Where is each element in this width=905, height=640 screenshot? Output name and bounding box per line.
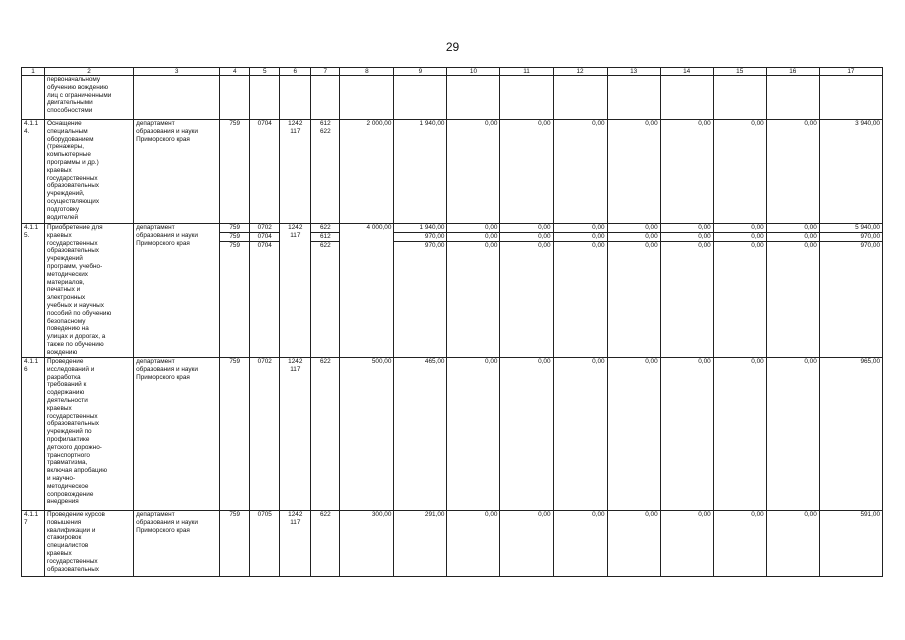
value-cell-c6 [280, 358, 311, 511]
value-cell-c5 [250, 120, 280, 224]
value-cell-c16 [766, 76, 819, 120]
cell-value: 0,00 [645, 358, 658, 365]
cell-value: 0,00 [538, 358, 551, 365]
row-dept-cell-text: департамент образования и науки Приморского края [136, 224, 198, 247]
row-name-cell [45, 511, 134, 577]
table-row [22, 511, 883, 577]
cell-value: 622 [319, 511, 331, 518]
cell-value: 0,00 [500, 233, 552, 242]
cell-value: 0,00 [804, 120, 817, 127]
cell-value: 622 [311, 224, 339, 233]
cell-value: 0,00 [804, 358, 817, 365]
header-cell: 7 [311, 68, 340, 76]
cell-value: 1242 117 [288, 511, 303, 526]
cell-value: 0,00 [592, 511, 605, 518]
header-cell: 9 [394, 68, 447, 76]
value-cell-c14 [660, 358, 713, 511]
cell-value: 970,00 [394, 233, 446, 242]
value-cell-c6 [280, 76, 311, 120]
cell-value: 0,00 [661, 224, 713, 233]
row-dept-cell [134, 358, 220, 511]
cell-value: 0,00 [538, 511, 551, 518]
value-cell-c13 [607, 358, 660, 511]
value-cell-c11 [500, 358, 553, 511]
cell-value: 0705 [257, 511, 272, 518]
value-cell-c13 [607, 224, 660, 358]
row-name-cell-text: первоначальному обучению вождению лиц с ограниченными двигательными способностями [47, 76, 112, 115]
value-cell-c16 [766, 511, 819, 577]
row-name-cell [45, 76, 134, 120]
value-cell-c17 [819, 358, 882, 511]
row-id-cell [22, 358, 45, 511]
cell-value: 0,00 [485, 120, 498, 127]
header-cell: 2 [45, 68, 134, 76]
header-cell: 4 [220, 68, 250, 76]
value-cell-c15 [713, 511, 766, 577]
cell-value: 0,00 [592, 358, 605, 365]
cell-value: 500,00 [371, 358, 392, 365]
table-row [22, 76, 883, 120]
value-cell-c10 [447, 511, 500, 577]
header-cell: 10 [447, 68, 500, 76]
value-cell-c14 [660, 511, 713, 577]
value-cell-c9 [394, 120, 447, 224]
value-cell-c9 [394, 76, 447, 120]
header-cell: 5 [250, 68, 280, 76]
cell-value: 0704 [257, 120, 272, 127]
value-cell-c11 [500, 76, 553, 120]
cell-value: 1 940,00 [394, 224, 446, 233]
table-row [22, 358, 883, 511]
value-cell-c14 [660, 120, 713, 224]
cell-value: 0,00 [698, 241, 711, 249]
cell-value: 0,00 [592, 241, 605, 249]
value-cell-c7 [311, 76, 340, 120]
cell-value: 0,00 [698, 120, 711, 127]
cell-value: 0,00 [698, 358, 711, 365]
value-cell-c14 [660, 224, 713, 358]
cell-value: 0,00 [447, 224, 499, 233]
header-cell: 13 [607, 68, 660, 76]
cell-value: 0,00 [608, 233, 660, 242]
row-id-cell [22, 511, 45, 577]
value-cell-c15 [713, 224, 766, 358]
cell-value: 0,00 [645, 120, 658, 127]
cell-value: 965,00 [860, 358, 880, 365]
header-cell: 14 [660, 68, 713, 76]
header-row [22, 68, 883, 76]
value-cell-c10 [447, 224, 500, 358]
value-cell-c12 [553, 511, 607, 577]
cell-value: 759 [229, 511, 241, 518]
row-dept-cell-text: департамент образования и науки Приморского края [136, 358, 198, 381]
value-cell-c9 [394, 358, 447, 511]
value-cell-c4 [220, 224, 250, 358]
row-dept-cell [134, 120, 220, 224]
value-cell-c4 [220, 76, 250, 120]
budget-table [21, 67, 883, 577]
cell-value: 0,00 [751, 120, 764, 127]
row-id-cell-text: 4.1.1 5. [24, 224, 39, 239]
header-cell: 8 [340, 68, 394, 76]
row-name-cell [45, 358, 134, 511]
value-cell-c15 [713, 358, 766, 511]
cell-value: 612 622 [319, 120, 331, 135]
cell-value: 0,00 [751, 358, 764, 365]
cell-value: 0,00 [485, 511, 498, 518]
cell-value: 0,00 [714, 224, 766, 233]
cell-value: 970,00 [860, 241, 880, 249]
value-cell-c8 [340, 120, 394, 224]
cell-value: 0704 [257, 241, 272, 249]
row-id-cell [22, 76, 45, 120]
header-cell: 16 [766, 68, 819, 76]
row-name-cell-text: Приобретение для краевых государственных образовательных учреждений программ, учебно- методических материалов, печатных и электронных учебных и научных пособий по обучению безопасному поведению на улицах и дорогах, а также по обучению вождению [47, 224, 112, 356]
value-cell-c11 [500, 511, 553, 577]
cell-value: 622 [319, 241, 331, 249]
header-cell: 1 [22, 68, 45, 76]
value-cell-c9 [394, 511, 447, 577]
cell-value: 2 000,00 [366, 120, 392, 127]
value-cell-c10 [447, 76, 500, 120]
value-cell-c8 [340, 511, 394, 577]
cell-value: 0,00 [751, 241, 764, 249]
value-cell-c9 [394, 224, 447, 358]
header-cell: 3 [134, 68, 220, 76]
value-cell-c5 [250, 511, 280, 577]
cell-value: 612 [311, 233, 339, 242]
header-cell: 15 [713, 68, 766, 76]
cell-value: 0,00 [608, 224, 660, 233]
value-cell-c4 [220, 358, 250, 511]
cell-value: 0,00 [751, 511, 764, 518]
cell-value: 0,00 [645, 511, 658, 518]
cell-value: 0,00 [554, 233, 607, 242]
value-cell-c5 [250, 358, 280, 511]
value-cell-c4 [220, 120, 250, 224]
row-dept-cell [134, 224, 220, 358]
cell-value: 970,00 [820, 233, 882, 242]
value-cell-c16 [766, 224, 819, 358]
cell-value: 0,00 [554, 224, 607, 233]
cell-value: 0,00 [447, 233, 499, 242]
value-cell-c10 [447, 120, 500, 224]
row-dept-cell [134, 511, 220, 577]
cell-value: 0,00 [804, 241, 817, 249]
row-id-cell [22, 224, 45, 358]
cell-value: 300,00 [371, 511, 392, 518]
value-cell-c16 [766, 358, 819, 511]
value-cell-c8 [340, 224, 394, 358]
cell-value: 0,00 [485, 358, 498, 365]
cell-value: 0,00 [767, 224, 819, 233]
cell-value: 0,00 [767, 233, 819, 242]
cell-value: 1242 117 [288, 358, 303, 373]
cell-value: 0,00 [500, 224, 552, 233]
cell-value: 0,00 [804, 511, 817, 518]
page-number: 29 [445, 40, 460, 54]
value-cell-c12 [553, 76, 607, 120]
value-cell-c12 [553, 224, 607, 358]
header-cell: 11 [500, 68, 553, 76]
cell-value: 759 [220, 224, 249, 233]
cell-value: 759 [229, 358, 241, 365]
value-cell-c15 [713, 76, 766, 120]
value-cell-c5 [250, 224, 280, 358]
cell-value: 0,00 [538, 120, 551, 127]
row-name-cell-text: Оснащение специальным оборудованием (тренажеры, компьютерные программы и др.) краевых государственных образовательных учреждений, осуществляющих подготовку водителей [47, 120, 100, 221]
cell-value: 591,00 [860, 511, 880, 518]
cell-value: 0702 [257, 358, 272, 365]
value-cell-c6 [280, 120, 311, 224]
value-cell-c7 [311, 358, 340, 511]
cell-value: 0,00 [714, 233, 766, 242]
cell-value: 1 940,00 [419, 120, 445, 127]
cell-value: 0,00 [661, 233, 713, 242]
cell-value: 0702 [250, 224, 279, 233]
value-cell-c7 [311, 120, 340, 224]
value-cell-c6 [280, 511, 311, 577]
cell-value: 4 000,00 [366, 224, 392, 231]
row-id-cell [22, 120, 45, 224]
cell-value: 0,00 [645, 241, 658, 249]
table-body [22, 68, 883, 577]
header-cell: 12 [553, 68, 607, 76]
table-row [22, 120, 883, 224]
table-row [22, 224, 883, 358]
row-id-cell-text: 4.1.1 6 [24, 358, 39, 373]
cell-value: 0704 [250, 233, 279, 242]
value-cell-c11 [500, 120, 553, 224]
value-cell-c17 [819, 224, 882, 358]
row-name-cell [45, 120, 134, 224]
row-name-cell [45, 224, 134, 358]
header-cell: 6 [280, 68, 311, 76]
row-name-cell-text: Проведение курсов повышения квалификации и стажировок специалистов краевых государственных образовательных [47, 511, 105, 573]
cell-value: 759 [229, 120, 241, 127]
value-cell-c17 [819, 511, 882, 577]
value-cell-c7 [311, 511, 340, 577]
value-cell-c13 [607, 76, 660, 120]
value-cell-c5 [250, 76, 280, 120]
value-cell-c6 [280, 224, 311, 358]
value-cell-c17 [819, 76, 882, 120]
cell-value: 759 [229, 241, 241, 249]
value-cell-c15 [713, 120, 766, 224]
row-dept-cell-text: департамент образования и науки Приморского края [136, 511, 198, 534]
cell-value: 970,00 [424, 241, 445, 249]
cell-value: 622 [319, 358, 331, 365]
header-cell: 17 [819, 68, 882, 76]
value-cell-c17 [819, 120, 882, 224]
row-id-cell-text: 4.1.1 7 [24, 511, 39, 526]
cell-value: 5 940,00 [820, 224, 882, 233]
cell-value: 0,00 [698, 511, 711, 518]
cell-value: 291,00 [424, 511, 445, 518]
row-id-cell-text: 4.1.1 4. [24, 120, 39, 135]
value-cell-c7 [311, 224, 340, 358]
cell-value: 0,00 [538, 241, 551, 249]
row-name-cell-text: Проведение исследований и разработка требований к содержанию деятельности краевых государственных образовательных учреждений по профилактике детского дорожно- транспортного травматизма, включая апробацию и научно- методическое сопровождение внедрения [47, 358, 107, 506]
value-cell-c12 [553, 120, 607, 224]
value-cell-c16 [766, 120, 819, 224]
cell-value: 1242 117 [288, 120, 303, 135]
cell-value: 3 940,00 [855, 120, 880, 127]
cell-value: 759 [220, 233, 249, 242]
cell-value: 0,00 [592, 120, 605, 127]
value-cell-c13 [607, 120, 660, 224]
cell-value: 465,00 [424, 358, 445, 365]
value-cell-c12 [553, 358, 607, 511]
row-dept-cell-text: департамент образования и науки Приморского края [136, 120, 198, 143]
value-cell-c10 [447, 358, 500, 511]
value-cell-c14 [660, 76, 713, 120]
cell-value: 0,00 [485, 241, 498, 249]
value-cell-c13 [607, 511, 660, 577]
value-cell-c11 [500, 224, 553, 358]
row-dept-cell [134, 76, 220, 120]
value-cell-c4 [220, 511, 250, 577]
value-cell-c8 [340, 358, 394, 511]
cell-value: 1242 117 [288, 224, 303, 239]
value-cell-c8 [340, 76, 394, 120]
